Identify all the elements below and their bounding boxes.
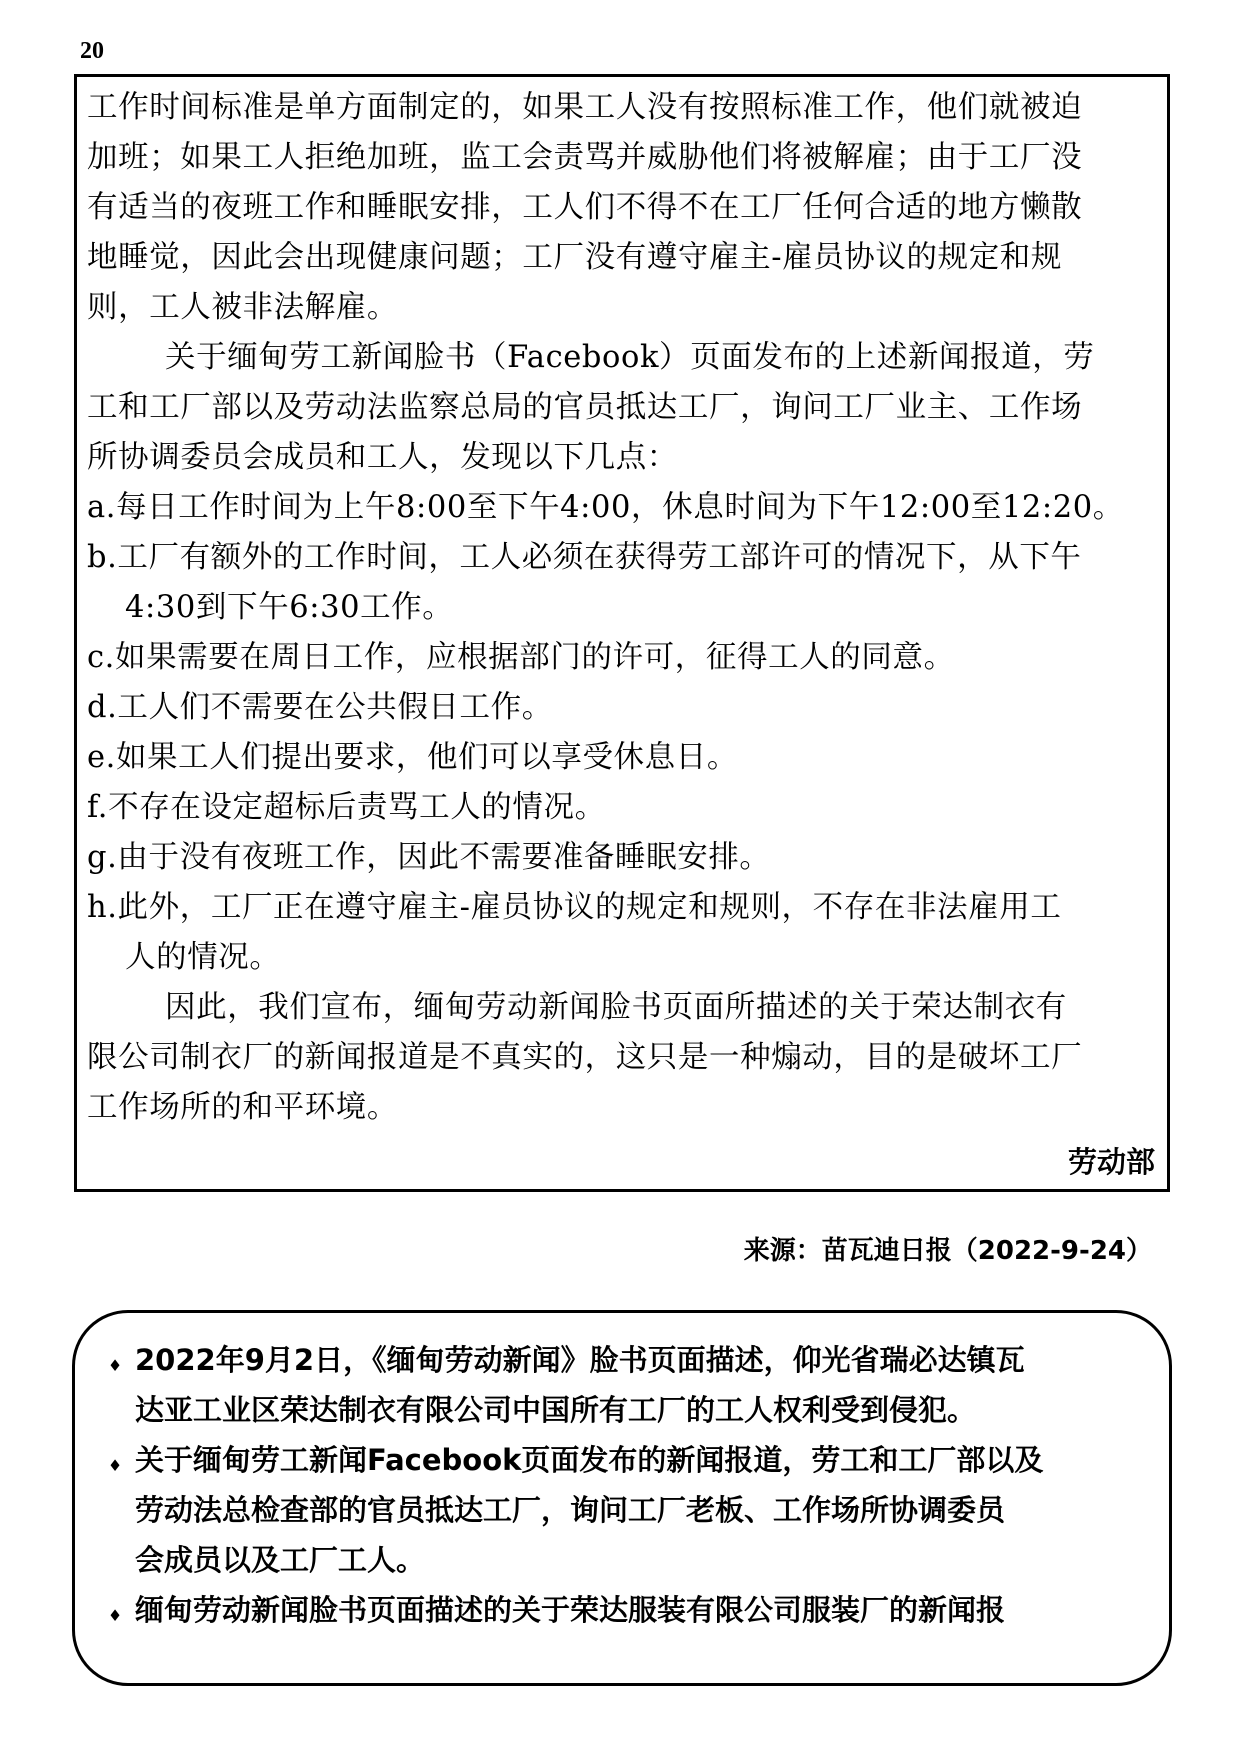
finding-item-d: d.工人们不需要在公共假日工作。 — [87, 690, 553, 725]
article-line: 工和工厂部以及劳动法监察总局的官员抵达工厂，询问工厂业主、工作场 — [87, 390, 1083, 425]
diamond-bullet-icon: ♦ — [107, 1606, 123, 1625]
article-line: 工作场所的和平环境。 — [87, 1090, 398, 1125]
article-paragraph-start: 因此，我们宣布，缅甸劳动新闻脸书页面所描述的关于荣达制衣有 — [165, 990, 1067, 1025]
article-line: 工作时间标准是单方面制定的，如果工人没有按照标准工作，他们就被迫 — [87, 90, 1083, 125]
finding-item-g: g.由于没有夜班工作，因此不需要准备睡眠安排。 — [87, 840, 771, 875]
article-signature: 劳动部 — [1067, 1145, 1155, 1179]
diamond-bullet-icon: ♦ — [107, 1356, 123, 1375]
summary-line: 劳动法总检查部的官员抵达工厂，询问工厂老板、工作场所协调委员 — [135, 1493, 1006, 1527]
finding-item-h-continued: 人的情况。 — [125, 940, 281, 975]
article-line: 所协调委员会成员和工人，发现以下几点： — [87, 440, 678, 475]
summary-line: 缅甸劳动新闻脸书页面描述的关于荣达服装有限公司服装厂的新闻报 — [135, 1593, 1006, 1627]
article-line: 地睡觉，因此会出现健康问题；工厂没有遵守雇主-雇员协议的规定和规 — [87, 240, 1063, 275]
article-box — [74, 74, 1170, 1192]
summary-box — [72, 1310, 1172, 1686]
article-paragraph-start: 关于缅甸劳工新闻脸书（Facebook）页面发布的上述新闻报道，劳 — [165, 340, 1095, 375]
finding-item-b: b.工厂有额外的工作时间，工人必须在获得劳工部许可的情况下，从下午 — [87, 540, 1082, 575]
article-line: 有适当的夜班工作和睡眠安排，工人们不得不在工厂任何合适的地方懒散 — [87, 190, 1083, 225]
summary-line: 关于缅甸劳工新闻Facebook页面发布的新闻报道，劳工和工厂部以及 — [135, 1443, 1044, 1477]
finding-item-f: f.不存在设定超标后责骂工人的情况。 — [87, 790, 606, 825]
finding-item-e: e.如果工人们提出要求，他们可以享受休息日。 — [87, 740, 738, 775]
finding-item-a: a.每日工作时间为上午8:00至下午4:00，休息时间为下午12:00至12:20。 — [87, 490, 1124, 525]
finding-item-c: c.如果需要在周日工作，应根据部门的许可，征得工人的同意。 — [87, 640, 955, 675]
article-line: 限公司制衣厂的新闻报道是不真实的，这只是一种煽动，目的是破坏工厂 — [87, 1040, 1083, 1075]
finding-item-b-continued: 4:30到下午6:30工作。 — [125, 590, 454, 625]
finding-item-h: h.此外，工厂正在遵守雇主-雇员协议的规定和规则，不存在非法雇用工 — [87, 890, 1062, 925]
article-line: 加班；如果工人拒绝加班，监工会责骂并威胁他们将被解雇；由于工厂没 — [87, 140, 1083, 175]
page-number: 20 — [80, 38, 104, 64]
source-citation: 来源：苗瓦迪日报（2022-9-24） — [743, 1236, 1152, 1266]
summary-bullet-item — [95, 1585, 1149, 1641]
summary-bullet-item — [95, 1435, 1149, 1585]
summary-bullet-item — [95, 1335, 1149, 1435]
diamond-bullet-icon: ♦ — [107, 1456, 123, 1475]
summary-line: 达亚工业区荣达制衣有限公司中国所有工厂的工人权利受到侵犯。 — [135, 1393, 977, 1427]
summary-line: 会成员以及工厂工人。 — [135, 1543, 426, 1577]
article-line: 则，工人被非法解雇。 — [87, 290, 398, 325]
summary-line: 2022年9月2日，《缅甸劳动新闻》脸书页面描述，仰光省瑞必达镇瓦 — [135, 1343, 1025, 1377]
